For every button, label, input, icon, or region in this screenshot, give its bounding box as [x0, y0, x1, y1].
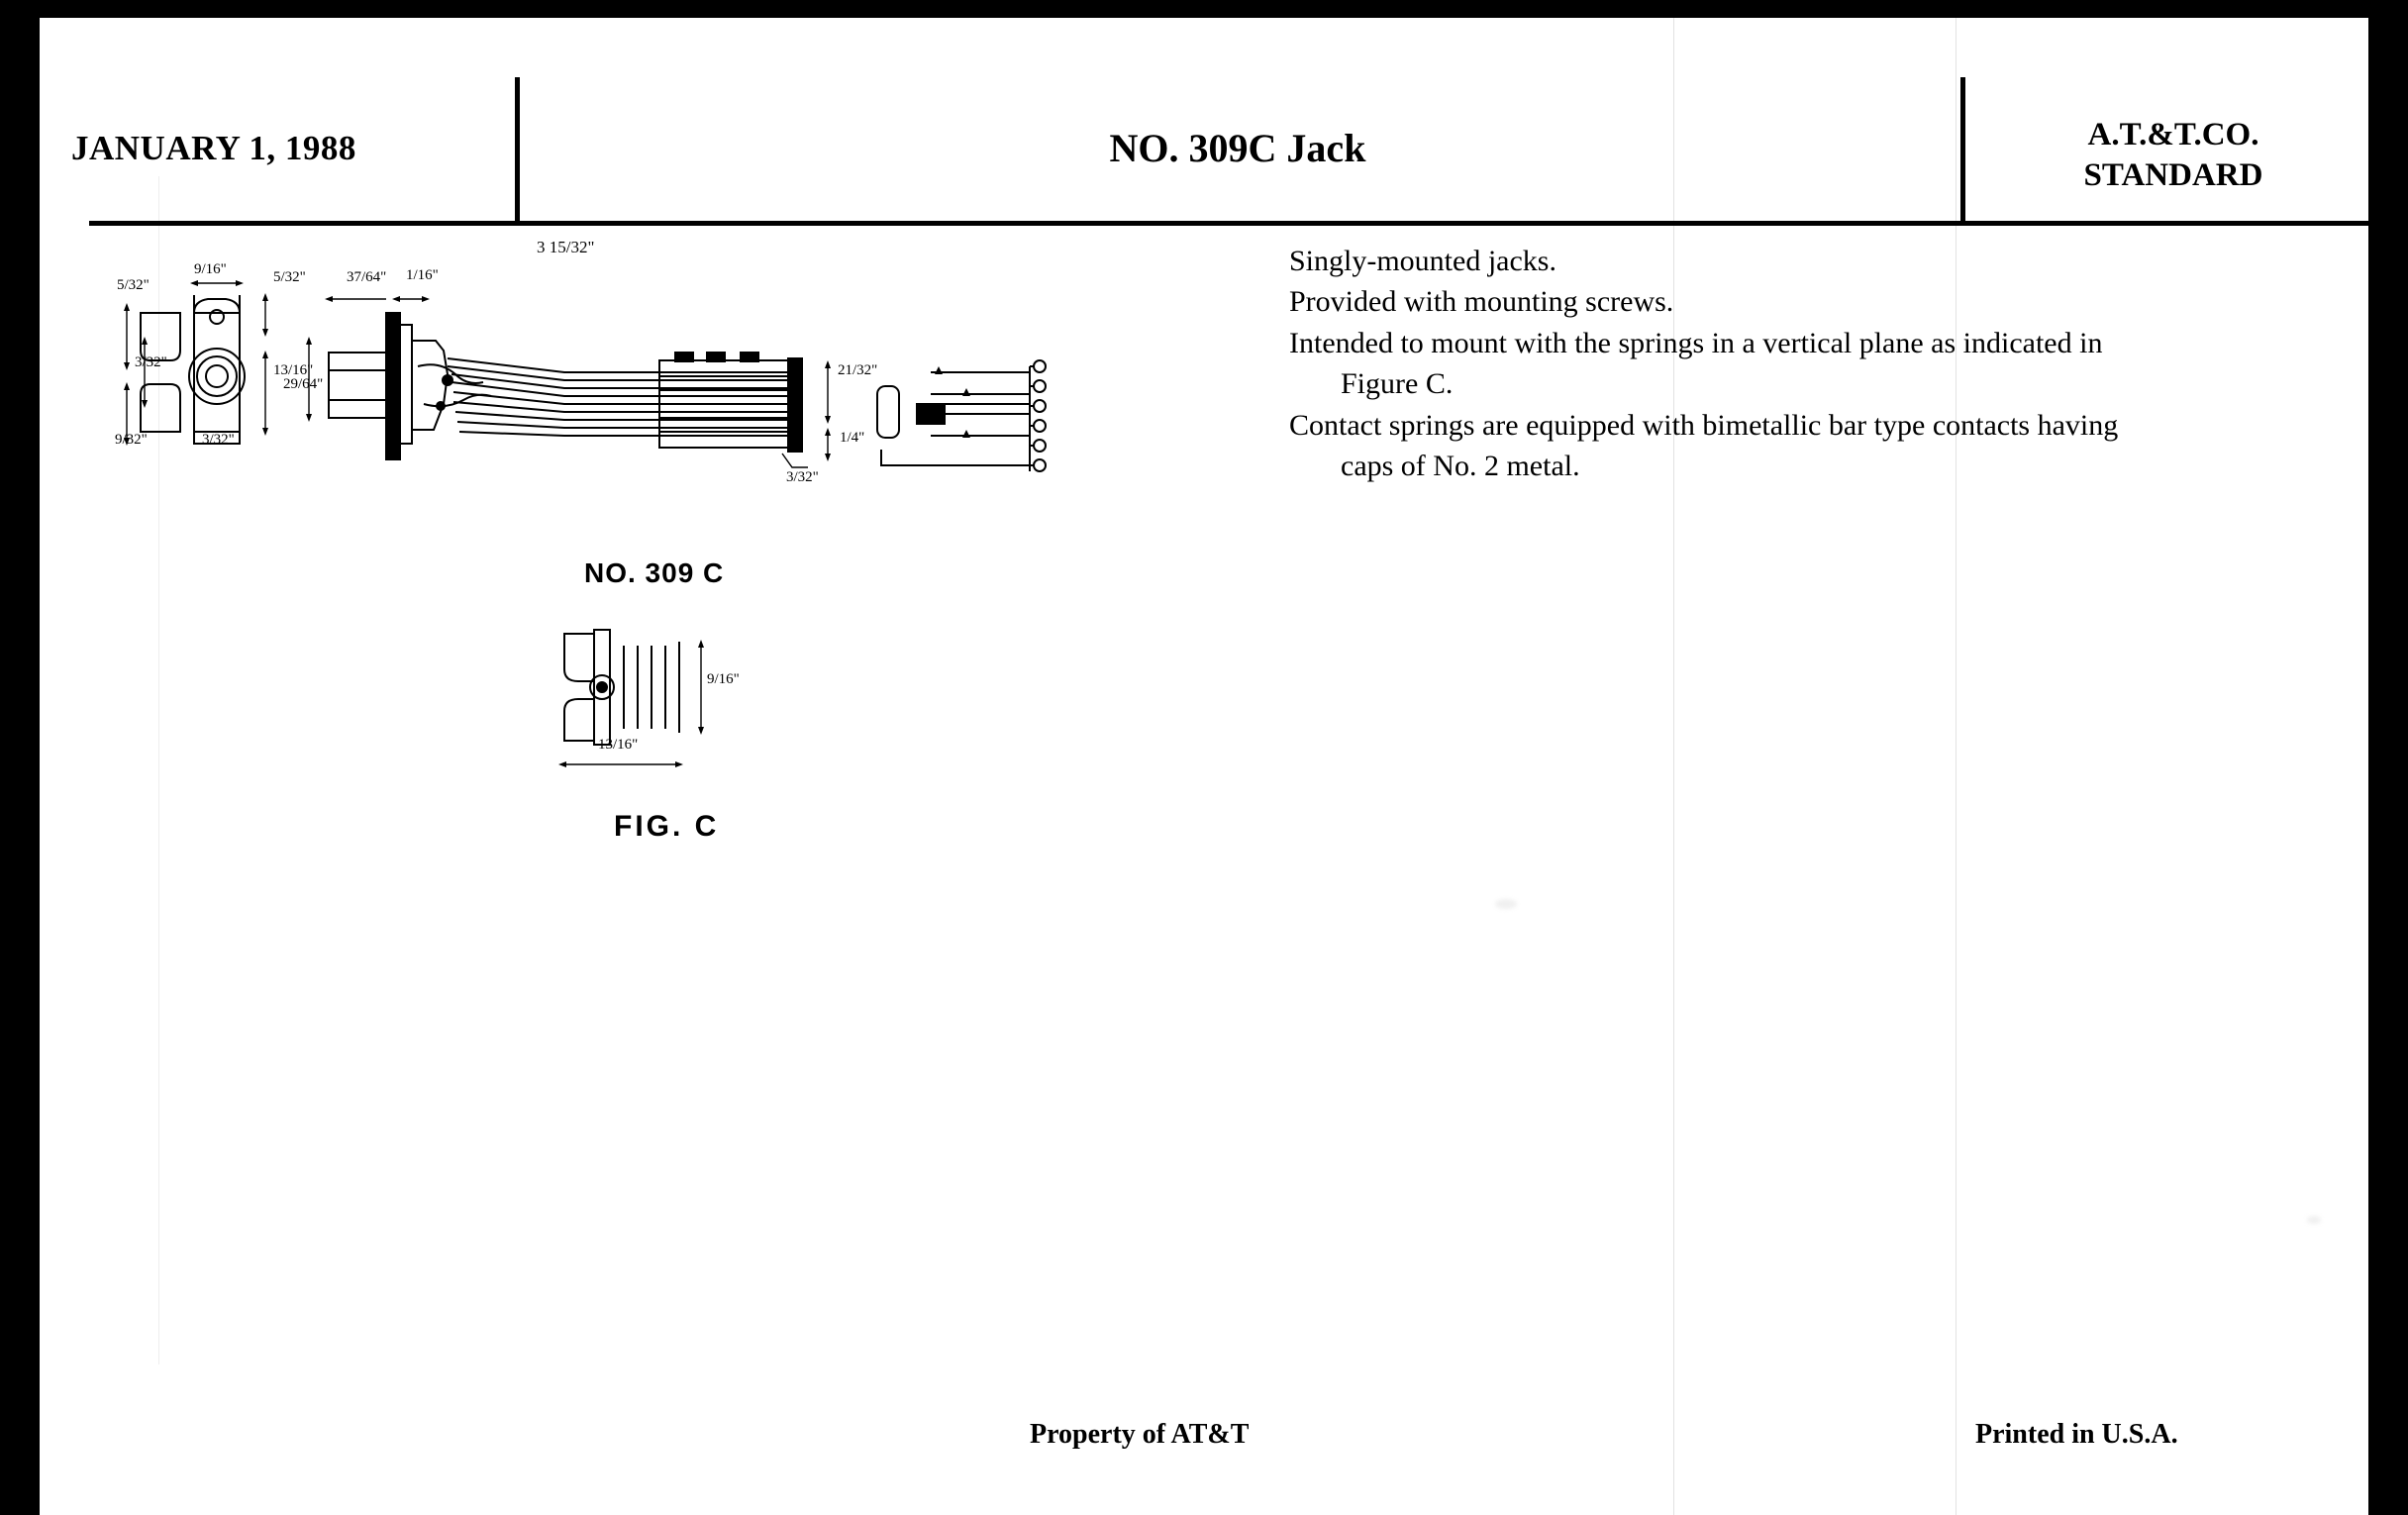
scan-smudge	[2307, 1216, 2321, 1224]
header-divider-right	[1960, 77, 1965, 221]
dim-3-32-mid: 3/32"	[135, 354, 167, 370]
dim-figc-13-16: 13/16"	[598, 737, 639, 753]
dim-5-32-left: 5/32"	[117, 277, 150, 293]
dim-1-16: 1/16"	[406, 267, 439, 283]
drawing-caption-figure: FIG. C	[614, 810, 720, 843]
drawing-caption-main: NO. 309 C	[584, 557, 725, 588]
header-rule	[89, 221, 2368, 226]
dim-1-4: 1/4"	[840, 430, 865, 446]
note-line-2: Provided with mounting screws.	[1289, 285, 1674, 319]
scan-smudge	[1495, 899, 1517, 909]
page-header	[40, 18, 2368, 206]
note-line-3-cont: Figure C.	[1341, 367, 1454, 401]
specification-notes	[1289, 241, 2339, 486]
dim-9-16-top: 9/16"	[194, 261, 227, 277]
scan-edge-top	[0, 0, 2408, 20]
jack-technical-drawing	[99, 238, 1248, 850]
dim-figc-9-16: 9/16"	[707, 671, 740, 687]
footer-printed: Printed in U.S.A.	[1975, 1419, 2178, 1450]
note-line-1: Singly-mounted jacks.	[1289, 245, 1556, 277]
document-page	[40, 18, 2368, 1515]
footer-property: Property of AT&T	[1030, 1419, 1250, 1450]
drawing-svg	[99, 255, 1248, 850]
header-company-line2: STANDARD	[2083, 156, 2263, 193]
header-date: JANUARY 1, 1988	[71, 129, 356, 167]
note-line-4-cont: caps of No. 2 metal.	[1341, 449, 1580, 482]
header-divider-left	[515, 77, 520, 221]
dim-9-32-bottom-left: 9/32"	[115, 432, 148, 448]
dim-37-64: 37/64"	[347, 269, 387, 285]
dim-29-64: 29/64"	[283, 376, 324, 392]
header-company-line1: A.T.&T.CO.	[2087, 117, 2259, 152]
header-company	[1995, 115, 2352, 196]
dim-13-16: 13/16"	[273, 362, 314, 378]
dim-5-32-right: 5/32"	[273, 269, 306, 285]
dim-3-32-bottom: 3/32"	[202, 432, 235, 448]
note-line-4: Contact springs are equipped with bimetallic bar type contacts having	[1289, 408, 2119, 442]
page-title: NO. 309C Jack	[1109, 126, 1366, 170]
dim-21-32: 21/32"	[838, 362, 878, 378]
dim-3-32-lower-right: 3/32"	[786, 469, 819, 485]
dim-3-15-32-overall: 3 15/32"	[537, 238, 595, 256]
note-line-3: Intended to mount with the springs in a vertical plane as indicated in	[1289, 326, 2103, 359]
